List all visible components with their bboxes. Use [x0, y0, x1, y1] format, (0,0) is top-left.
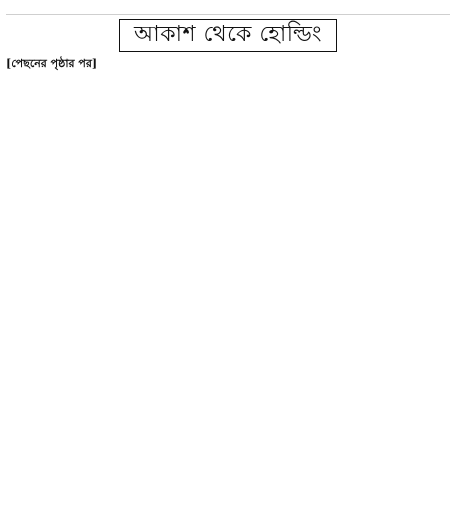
article-line-3 — [6, 103, 450, 119]
article-line-14 — [6, 274, 450, 290]
article-line-4 — [6, 118, 450, 134]
article-line-11 — [6, 228, 450, 244]
article-line-27 — [6, 477, 450, 493]
article-line-19 — [6, 352, 450, 368]
article-line-15 — [6, 290, 450, 306]
lead-in — [6, 57, 97, 70]
article-line-28 — [6, 493, 450, 509]
article-line-16 — [6, 306, 450, 322]
article-line-12 — [6, 243, 450, 259]
article-line-7 — [6, 165, 450, 181]
article-line-2 — [6, 87, 450, 103]
article-line-25 — [6, 446, 450, 462]
article-line-22 — [6, 399, 450, 415]
article-line-0 — [6, 56, 450, 72]
lead-in-text: পেছনের পৃষ্ঠার পর — [11, 57, 92, 70]
article-line-8 — [6, 181, 450, 197]
headline-row — [6, 19, 450, 52]
article-line-13 — [6, 259, 450, 275]
article-line-18 — [6, 337, 450, 353]
article-line-9 — [6, 196, 450, 212]
lead-in-open-bracket: [ — [6, 57, 12, 70]
previous-article-tail — [6, 0, 450, 15]
article-line-1 — [6, 72, 450, 88]
article-line-5 — [6, 134, 450, 150]
article-body — [6, 56, 450, 516]
article-line-6 — [6, 150, 450, 166]
article-line-29 — [6, 508, 450, 516]
article-line-17 — [6, 321, 450, 337]
article-line-10 — [6, 212, 450, 228]
article-line-20 — [6, 368, 450, 384]
article-line-26 — [6, 461, 450, 477]
article-line-23 — [6, 415, 450, 431]
article-line-24 — [6, 430, 450, 446]
article-line-21 — [6, 383, 450, 399]
lead-in-close-bracket: ] — [91, 57, 98, 70]
article-headline: আকাশ থেকে হোল্ডিং — [119, 19, 337, 52]
